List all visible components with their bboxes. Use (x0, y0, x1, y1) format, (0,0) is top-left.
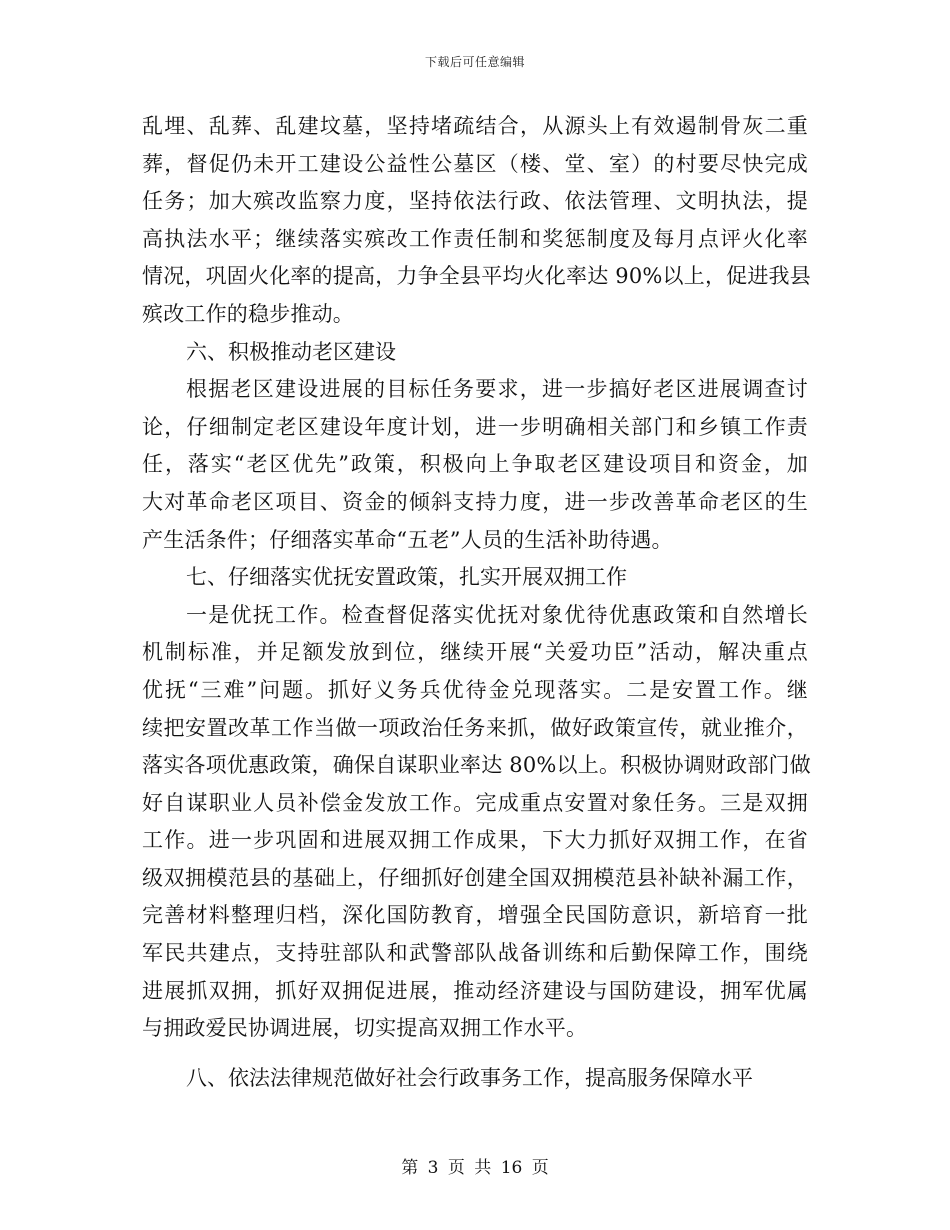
text-line: 情况，巩固火化率的提高，力争全县平均火化率达 90%以上，促进我县 (142, 264, 811, 289)
text-line: 机制标准，并足额发放到位，继续开展“关爱功臣”活动，解决重点 (142, 640, 808, 665)
text-line: 优抚“三难”问题。抓好义务兵优待金兑现落实。二是安置工作。继 (142, 677, 808, 702)
text-line: 工作。进一步巩固和进展双拥工作成果，下大力抓好双拥工作，在省 (142, 828, 808, 853)
text-line: 任，落实“老区优先”政策，积极向上争取老区建设项目和资金，加 (142, 452, 808, 477)
text-line: 续把安置改革工作当做一项政治任务来抓，做好政策宣传，就业推介， (142, 715, 808, 740)
text-line: 高执法水平；继续落实殡改工作责任制和奖惩制度及每月点评火化率 (142, 226, 808, 251)
text-line: 级双拥模范县的基础上，仔细抓好创建全国双拥模范县补缺补漏工作， (142, 865, 808, 890)
text-line: 完善材料整理归档，深化国防教育，增强全民国防意识，新培育一批 (142, 903, 808, 928)
section-heading: 八、依法法律规范做好社会行政事务工作，提高服务保障水平 (186, 1065, 753, 1090)
text-line: 殡改工作的稳步推动。 (142, 301, 354, 326)
text-line: 进展抓双拥，抓好双拥促进展，推动经济建设与国防建设，拥军优属 (142, 978, 808, 1003)
text-line: 一是优抚工作。检查督促落实优抚对象优待优惠政策和自然增长 (186, 602, 808, 627)
section-heading: 六、积极推动老区建设 (186, 339, 396, 364)
paragraph (142, 108, 811, 334)
text-line: 落实各项优惠政策，确保自谋职业率达 80%以上。积极协调财政部门做 (142, 753, 811, 778)
page-header: 下载后可任意编辑 (424, 55, 525, 69)
text-line: 好自谋职业人员补偿金发放工作。完成重点安置对象任务。三是双拥 (142, 790, 808, 815)
text-line: 任务；加大殡改监察力度，坚持依法行政、依法管理、文明执法，提 (142, 189, 808, 214)
text-line: 乱埋、乱葬、乱建坟墓，坚持堵疏结合，从源头上有效遏制骨灰二重 (142, 114, 808, 138)
page-footer: 第 3 页 共 16 页 (401, 1158, 549, 1178)
paragraph (142, 597, 811, 1048)
paragraph (142, 371, 808, 559)
text-line: 与拥政爱民协调进展，切实提高双拥工作水平。 (142, 1016, 588, 1041)
text-line: 论，仔细制定老区建设年度计划，进一步明确相关部门和乡镇工作责 (142, 414, 808, 439)
text-line: 根据老区建设进展的目标任务要求，进一步搞好老区进展调查讨 (186, 377, 808, 402)
text-line: 军民共建点，支持驻部队和武警部队战备训练和后勤保障工作，围绕 (142, 941, 808, 966)
text-line: 大对革命老区项目、资金的倾斜支持力度，进一步改善革命老区的生 (142, 489, 808, 514)
section-heading: 七、仔细落实优抚安置政策，扎实开展双拥工作 (186, 565, 627, 590)
document-body (142, 108, 811, 1097)
text-line: 产生活条件；仔细落实革命“五老”人员的生活补助待遇。 (142, 527, 673, 552)
text-line: 葬，督促仍未开工建设公益性公墓区（楼、堂、室）的村要尽快完成 (142, 151, 808, 176)
